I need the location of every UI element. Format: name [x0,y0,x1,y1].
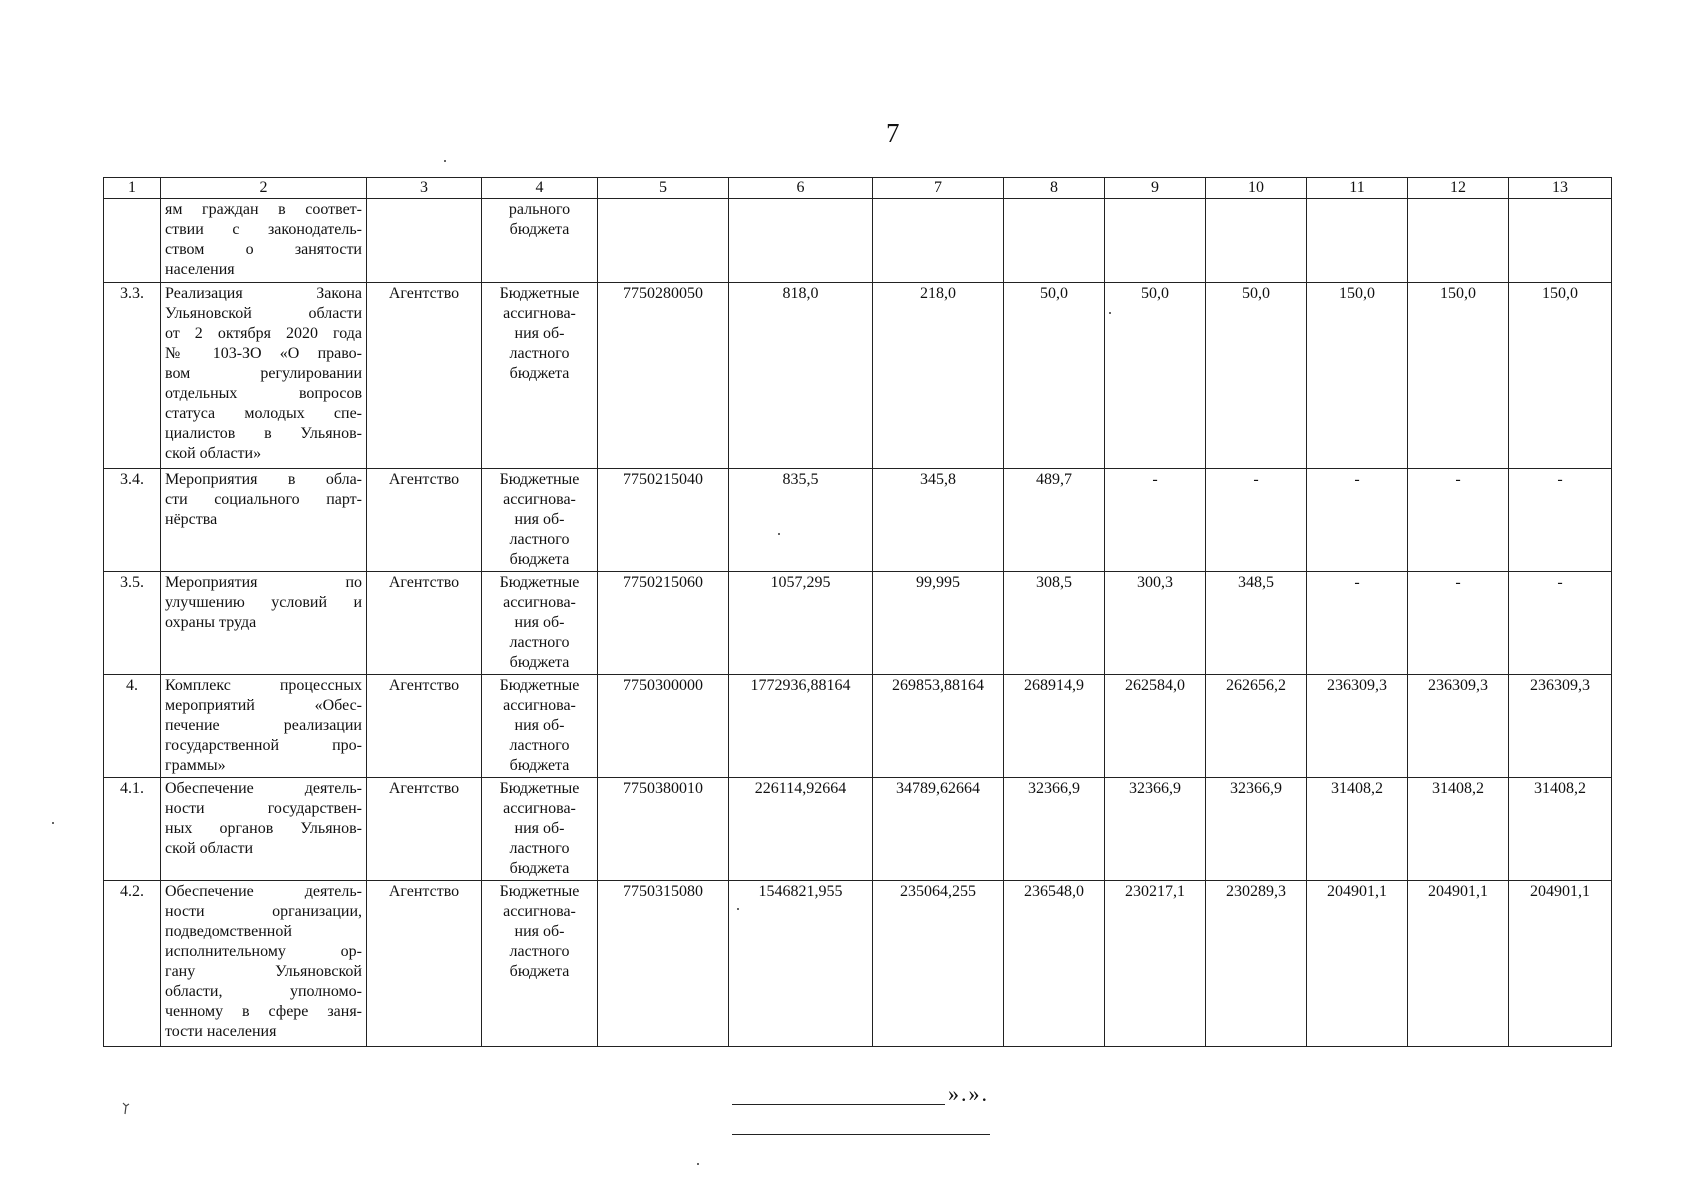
item-name-line: улучшению условий и [165,594,362,611]
amount-col-6: 226114,92664 [729,778,873,881]
amount-col-8: 489,7 [1004,469,1105,572]
budget-code: 7750315080 [598,881,729,1047]
item-number: 3.4. [104,469,161,572]
item-number: 4.1. [104,778,161,881]
item-number: 4. [104,675,161,778]
item-number: 4.2. [104,881,161,1047]
item-name-line: ством о занятости [165,241,362,258]
amount-col-10: - [1206,469,1307,572]
table-row [104,199,1612,283]
amount-col-11: - [1307,469,1408,572]
funding-source-line: бюджета [509,221,570,238]
item-name-line: № 103-ЗО «О право- [165,345,362,362]
column-number-5: 5 [598,178,729,199]
table-body [104,178,1612,1047]
column-number-8: 8 [1004,178,1105,199]
amount-col-10: 50,0 [1206,283,1307,469]
amount-col-9: 50,0 [1105,283,1206,469]
item-name [161,469,367,572]
item-name-line: ности государствен- [165,800,362,817]
item-name-line: ской области» [165,445,262,462]
item-name [161,881,367,1047]
item-number: 3.5. [104,572,161,675]
funding-source [482,778,598,881]
table-row [104,675,1612,778]
item-name-line: ствии с законодатель- [165,221,362,238]
item-name-line: ных органов Ульянов- [165,820,362,837]
table-row [104,469,1612,572]
item-name [161,199,367,283]
funding-source-line: ния об- [514,717,565,734]
amount-col-13: 204901,1 [1509,881,1612,1047]
executor: Агентство [367,881,482,1047]
amount-col-10: 348,5 [1206,572,1307,675]
table-row [104,778,1612,881]
funding-source [482,881,598,1047]
table-row [104,572,1612,675]
funding-source-line: ластного [509,634,570,651]
amount-col-6 [729,199,873,283]
column-number-12: 12 [1408,178,1509,199]
amount-col-10: 262656,2 [1206,675,1307,778]
scan-speck [737,908,739,910]
amount-col-7: 34789,62664 [873,778,1004,881]
amount-col-9: - [1105,469,1206,572]
column-number-3: 3 [367,178,482,199]
item-name [161,572,367,675]
item-name-line: мероприятий «Обес- [165,697,362,714]
item-name-line: области, уполномо- [165,983,362,1000]
amount-col-6: 1057,295 [729,572,873,675]
funding-source [482,469,598,572]
amount-col-8 [1004,199,1105,283]
item-name-line: населения [165,261,235,278]
funding-source-line: ния об- [514,614,565,631]
item-name-line: Обеспечение деятель- [165,780,362,797]
budget-code: 7750380010 [598,778,729,881]
item-name-line: охраны труда [165,614,257,631]
funding-source-line: бюджета [509,757,570,774]
amount-col-13: 31408,2 [1509,778,1612,881]
table-row [104,283,1612,469]
executor: Агентство [367,469,482,572]
item-name-line: Обеспечение деятель- [165,883,362,900]
budget-table [103,177,1612,1047]
column-number-6: 6 [729,178,873,199]
funding-source-line: ассигнова- [503,491,576,508]
amount-col-12: 236309,3 [1408,675,1509,778]
amount-col-7: 345,8 [873,469,1004,572]
scan-speck [778,533,780,535]
item-name-line: статуса молодых спе- [165,405,362,422]
amount-col-6: 1772936,88164 [729,675,873,778]
funding-source [482,199,598,283]
column-number-1: 1 [104,178,161,199]
amount-col-7: 235064,255 [873,881,1004,1047]
item-name-line: ям граждан в соответ- [165,201,362,218]
item-name-line: циалистов в Ульянов- [165,425,362,442]
funding-source-line: ассигнова- [503,305,576,322]
column-number-7: 7 [873,178,1004,199]
item-name-line: вом регулировании [165,365,362,382]
funding-source-line: Бюджетные [499,285,580,302]
executor: Агентство [367,572,482,675]
amount-col-9: 300,3 [1105,572,1206,675]
amount-col-9 [1105,199,1206,283]
item-name-line: исполнительному ор- [165,943,362,960]
executor: Агентство [367,675,482,778]
item-name-line: Реализация Закона [165,285,362,302]
funding-source-line: бюджета [509,860,570,877]
amount-col-10 [1206,199,1307,283]
amount-col-10: 32366,9 [1206,778,1307,881]
funding-source-line: ния об- [514,325,565,342]
amount-col-6: 835,5 [729,469,873,572]
amount-col-10: 230289,3 [1206,881,1307,1047]
funding-source-line: ластного [509,840,570,857]
scan-mark-icon [121,1101,131,1115]
funding-source-line: ластного [509,531,570,548]
bottom-rule [732,1134,990,1135]
funding-source-line: рального [508,201,571,218]
amount-col-12: - [1408,572,1509,675]
scan-speck [1109,312,1111,314]
amount-col-7: 269853,88164 [873,675,1004,778]
executor: Агентство [367,778,482,881]
column-number-row [104,178,1612,199]
amount-col-11: 236309,3 [1307,675,1408,778]
column-number-11: 11 [1307,178,1408,199]
scan-speck [444,160,446,162]
funding-source-line: ластного [509,345,570,362]
column-number-13: 13 [1509,178,1612,199]
funding-source-line: бюджета [509,365,570,382]
item-name [161,778,367,881]
item-name-line: отдельных вопросов [165,385,362,402]
amount-col-11: 204901,1 [1307,881,1408,1047]
funding-source [482,675,598,778]
amount-col-12: 150,0 [1408,283,1509,469]
item-name-line: Мероприятия в обла- [165,471,362,488]
funding-source [482,572,598,675]
item-number [104,199,161,283]
amount-col-8: 50,0 [1004,283,1105,469]
budget-code [598,199,729,283]
amount-col-13: 236309,3 [1509,675,1612,778]
amount-col-12: 31408,2 [1408,778,1509,881]
amount-col-12: - [1408,469,1509,572]
funding-source-line: Бюджетные [499,574,580,591]
item-name-line: граммы» [165,757,226,774]
scan-speck [52,822,54,824]
table-row [104,881,1612,1047]
budget-code: 7750280050 [598,283,729,469]
item-name [161,283,367,469]
amount-col-11: 31408,2 [1307,778,1408,881]
item-name-line: от 2 октября 2020 года [165,325,362,342]
item-name-line: печение реализации [165,717,362,734]
item-name-line: Комплекс процессных [165,677,362,694]
amount-col-13: 150,0 [1509,283,1612,469]
item-name-line: государственной про- [165,737,362,754]
amount-col-9: 230217,1 [1105,881,1206,1047]
item-name-line: тости населения [165,1023,277,1040]
item-number: 3.3. [104,283,161,469]
column-number-2: 2 [161,178,367,199]
item-name-line: сти социального парт- [165,491,362,508]
amount-col-8: 32366,9 [1004,778,1105,881]
item-name-line: гану Ульяновской [165,963,362,980]
budget-code: 7750300000 [598,675,729,778]
funding-source [482,283,598,469]
amount-col-12: 204901,1 [1408,881,1509,1047]
funding-source-line: Бюджетные [499,677,580,694]
signature-line [732,1084,945,1105]
item-name-line: ченному в сфере заня- [165,1003,362,1020]
funding-source-line: ластного [509,943,570,960]
funding-source-line: бюджета [509,551,570,568]
amount-col-8: 268914,9 [1004,675,1105,778]
amount-col-6: 818,0 [729,283,873,469]
executor: Агентство [367,283,482,469]
budget-code: 7750215040 [598,469,729,572]
budget-code: 7750215060 [598,572,729,675]
funding-source-line: ассигнова- [503,594,576,611]
funding-source-line: ния об- [514,511,565,528]
funding-source-line: ассигнова- [503,903,576,920]
funding-source-line: ассигнова- [503,697,576,714]
amount-col-7: 99,995 [873,572,1004,675]
amount-col-9: 262584,0 [1105,675,1206,778]
executor [367,199,482,283]
item-name-line: ности организации, [165,903,362,920]
item-name [161,675,367,778]
funding-source-line: бюджета [509,963,570,980]
amount-col-7: 218,0 [873,283,1004,469]
item-name-line: нёрства [165,511,218,528]
funding-source-line: ассигнова- [503,800,576,817]
funding-source-line: ния об- [514,820,565,837]
amount-col-11 [1307,199,1408,283]
funding-source-line: Бюджетные [499,471,580,488]
amount-col-13: - [1509,572,1612,675]
amount-col-13: - [1509,469,1612,572]
column-number-4: 4 [482,178,598,199]
funding-source-line: бюджета [509,654,570,671]
funding-source-line: Бюджетные [499,780,580,797]
amount-col-12 [1408,199,1509,283]
amount-col-8: 308,5 [1004,572,1105,675]
amount-col-8: 236548,0 [1004,881,1105,1047]
funding-source-line: ния об- [514,923,565,940]
amount-col-13 [1509,199,1612,283]
amount-col-11: 150,0 [1307,283,1408,469]
closing-quote: ».». [948,1081,989,1106]
column-number-9: 9 [1105,178,1206,199]
page-number: 7 [886,118,900,148]
amount-col-6: 1546821,955 [729,881,873,1047]
amount-col-9: 32366,9 [1105,778,1206,881]
funding-source-line: ластного [509,737,570,754]
item-name-line: Ульяновской области [165,305,362,322]
item-name-line: ской области [165,840,254,857]
scan-speck [697,1163,699,1165]
item-name-line: Мероприятия по [165,574,362,591]
funding-source-line: Бюджетные [499,883,580,900]
amount-col-7 [873,199,1004,283]
item-name-line: подведомственной [165,923,292,940]
column-number-10: 10 [1206,178,1307,199]
amount-col-11: - [1307,572,1408,675]
